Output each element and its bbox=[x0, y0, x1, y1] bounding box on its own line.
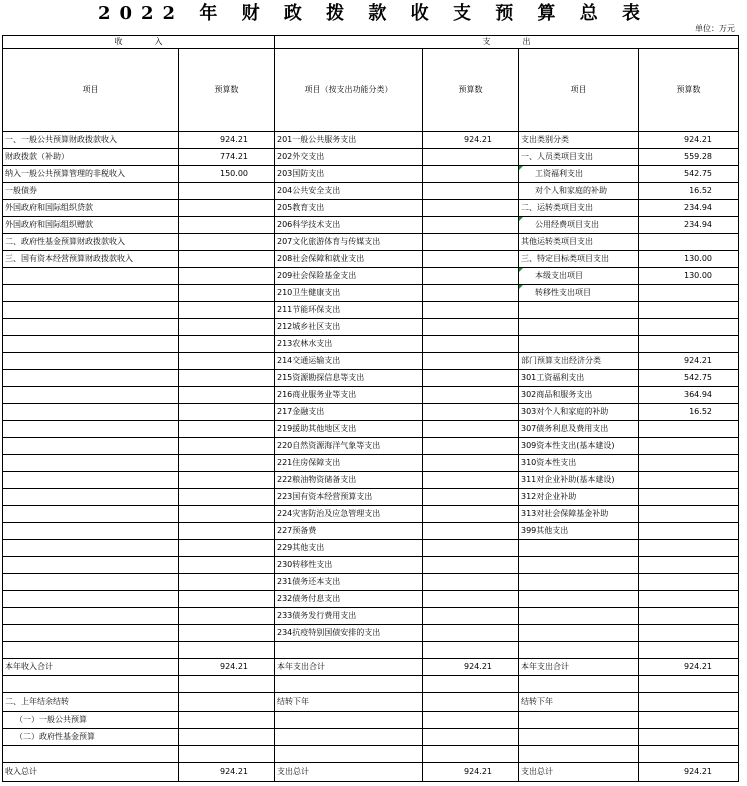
table-cell bbox=[179, 421, 275, 438]
table-cell: 210卫生健康支出 bbox=[275, 285, 423, 302]
table-cell bbox=[519, 746, 639, 763]
table-cell bbox=[639, 540, 739, 557]
col-expense-class-item: 项目 bbox=[519, 49, 639, 132]
table-cell: 201一般公共服务支出 bbox=[275, 132, 423, 149]
table-cell: 542.75 bbox=[639, 370, 739, 387]
table-cell bbox=[179, 353, 275, 370]
table-cell: 223国有资本经营预算支出 bbox=[275, 489, 423, 506]
table-row bbox=[3, 251, 739, 268]
table-cell bbox=[179, 676, 275, 693]
table-cell bbox=[3, 336, 179, 353]
table-cell bbox=[423, 712, 519, 729]
table-cell: 234.94 bbox=[639, 200, 739, 217]
table-cell bbox=[3, 404, 179, 421]
table-cell: 三、特定目标类项目支出 bbox=[519, 251, 639, 268]
table-cell: 支出总计 bbox=[275, 763, 423, 782]
table-cell: 364.94 bbox=[639, 387, 739, 404]
table-cell bbox=[423, 217, 519, 234]
table-row bbox=[3, 234, 739, 251]
table-cell bbox=[519, 302, 639, 319]
table-cell bbox=[179, 200, 275, 217]
table-cell: 227预备费 bbox=[275, 523, 423, 540]
table-cell bbox=[639, 319, 739, 336]
table-cell bbox=[423, 489, 519, 506]
table-cell bbox=[423, 574, 519, 591]
table-cell bbox=[423, 455, 519, 472]
table-cell bbox=[3, 591, 179, 608]
table-row bbox=[3, 200, 739, 217]
table-row bbox=[3, 268, 739, 285]
table-cell bbox=[639, 472, 739, 489]
table-cell: 230转移性支出 bbox=[275, 557, 423, 574]
table-cell bbox=[639, 234, 739, 251]
table-cell bbox=[179, 455, 275, 472]
table-cell bbox=[423, 591, 519, 608]
table-cell: 232债务付息支出 bbox=[275, 591, 423, 608]
table-cell bbox=[423, 353, 519, 370]
table-cell: 16.52 bbox=[639, 404, 739, 421]
table-cell bbox=[3, 285, 179, 302]
table-cell: 924.21 bbox=[179, 763, 275, 782]
table-cell: 542.75 bbox=[639, 166, 739, 183]
table-cell bbox=[519, 608, 639, 625]
table-cell bbox=[639, 506, 739, 523]
table-cell: 312对企业补助 bbox=[519, 489, 639, 506]
table-cell bbox=[3, 506, 179, 523]
table-cell: 219援助其他地区支出 bbox=[275, 421, 423, 438]
table-cell bbox=[3, 472, 179, 489]
table-cell bbox=[179, 319, 275, 336]
table-cell: 16.52 bbox=[639, 183, 739, 200]
table-cell bbox=[639, 302, 739, 319]
table-cell: 924.21 bbox=[423, 659, 519, 676]
table-cell: 313对社会保障基金补助 bbox=[519, 506, 639, 523]
table-cell: 301工资福利支出 bbox=[519, 370, 639, 387]
table-row bbox=[3, 574, 739, 591]
table-cell: 309资本性支出(基本建设) bbox=[519, 438, 639, 455]
table-cell bbox=[179, 217, 275, 234]
col-expense-class-budget: 预算数 bbox=[639, 49, 739, 132]
col-expense-func-budget: 预算数 bbox=[423, 49, 519, 132]
table-cell: 结转下年 bbox=[275, 693, 423, 712]
table-cell bbox=[639, 642, 739, 659]
table-cell bbox=[179, 540, 275, 557]
table-cell: 209社会保险基金支出 bbox=[275, 268, 423, 285]
table-cell: 774.21 bbox=[179, 149, 275, 166]
table-cell: 一、一般公共预算财政拨款收入 bbox=[3, 132, 179, 149]
table-cell bbox=[423, 472, 519, 489]
table-cell bbox=[639, 712, 739, 729]
table-cell: 转移性支出项目 bbox=[519, 285, 639, 302]
table-row bbox=[3, 217, 739, 234]
table-cell: 559.28 bbox=[639, 149, 739, 166]
table-cell: 924.21 bbox=[179, 659, 275, 676]
table-cell bbox=[423, 251, 519, 268]
table-cell bbox=[639, 676, 739, 693]
table-cell: 234.94 bbox=[639, 217, 739, 234]
table-cell: 924.21 bbox=[639, 763, 739, 782]
table-cell bbox=[3, 319, 179, 336]
table-row bbox=[3, 472, 739, 489]
table-cell bbox=[423, 302, 519, 319]
header-row-sections bbox=[3, 36, 739, 49]
table-cell bbox=[3, 642, 179, 659]
table-row bbox=[3, 642, 739, 659]
table-cell: 收入总计 bbox=[3, 763, 179, 782]
table-cell: （一）一般公共预算 bbox=[3, 712, 179, 729]
table-cell bbox=[639, 693, 739, 712]
table-cell: 924.21 bbox=[639, 659, 739, 676]
table-cell bbox=[639, 608, 739, 625]
table-cell bbox=[423, 625, 519, 642]
table-cell bbox=[423, 149, 519, 166]
table-cell bbox=[423, 506, 519, 523]
table-cell bbox=[179, 387, 275, 404]
table-cell bbox=[3, 489, 179, 506]
table-cell: 233债务发行费用支出 bbox=[275, 608, 423, 625]
table-cell: 205教育支出 bbox=[275, 200, 423, 217]
table-cell bbox=[179, 370, 275, 387]
table-row bbox=[3, 370, 739, 387]
table-cell bbox=[423, 200, 519, 217]
table-cell bbox=[423, 438, 519, 455]
table-cell bbox=[423, 285, 519, 302]
page-title: 2022 年 财 政 拨 款 收 支 预 算 总 表 bbox=[97, 3, 650, 24]
table-cell bbox=[639, 591, 739, 608]
table-cell bbox=[3, 387, 179, 404]
table-cell bbox=[519, 336, 639, 353]
table-cell: 924.21 bbox=[639, 132, 739, 149]
table-cell bbox=[179, 625, 275, 642]
table-row bbox=[3, 455, 739, 472]
table-cell bbox=[639, 729, 739, 746]
table-cell bbox=[3, 540, 179, 557]
table-cell: 216商业服务业等支出 bbox=[275, 387, 423, 404]
table-cell bbox=[423, 387, 519, 404]
table-cell: 三、国有资本经营预算财政拨款收入 bbox=[3, 251, 179, 268]
table-cell bbox=[519, 591, 639, 608]
table-cell: 303对个人和家庭的补助 bbox=[519, 404, 639, 421]
col-income-budget: 预算数 bbox=[179, 49, 275, 132]
table-cell bbox=[3, 370, 179, 387]
table-cell bbox=[179, 336, 275, 353]
table-cell bbox=[423, 676, 519, 693]
table-cell bbox=[179, 285, 275, 302]
table-cell: 231债务还本支出 bbox=[275, 574, 423, 591]
table-row bbox=[3, 693, 739, 712]
table-cell: 924.21 bbox=[423, 132, 519, 149]
table-cell bbox=[639, 336, 739, 353]
table-cell: 202外交支出 bbox=[275, 149, 423, 166]
table-cell: 220自然资源海洋气象等支出 bbox=[275, 438, 423, 455]
table-cell: 203国防支出 bbox=[275, 166, 423, 183]
table-cell bbox=[423, 166, 519, 183]
table-cell bbox=[423, 421, 519, 438]
table-cell: 211节能环保支出 bbox=[275, 302, 423, 319]
expense-header: 支 出 bbox=[275, 36, 739, 49]
table-cell: 130.00 bbox=[639, 251, 739, 268]
table-cell bbox=[3, 608, 179, 625]
table-cell bbox=[423, 404, 519, 421]
table-cell bbox=[639, 523, 739, 540]
table-cell bbox=[423, 319, 519, 336]
table-cell bbox=[275, 676, 423, 693]
table-cell bbox=[639, 746, 739, 763]
table-cell: 公用经费项目支出 bbox=[519, 217, 639, 234]
table-cell bbox=[179, 489, 275, 506]
table-cell bbox=[179, 302, 275, 319]
table-cell: 工资福利支出 bbox=[519, 166, 639, 183]
table-cell bbox=[639, 489, 739, 506]
table-cell: 本年支出合计 bbox=[275, 659, 423, 676]
table-cell: 924.21 bbox=[639, 353, 739, 370]
table-cell: 本级支出项目 bbox=[519, 268, 639, 285]
table-cell bbox=[179, 557, 275, 574]
table-cell bbox=[639, 421, 739, 438]
table-row bbox=[3, 729, 739, 746]
table-cell bbox=[519, 574, 639, 591]
table-cell bbox=[179, 608, 275, 625]
table-cell bbox=[179, 183, 275, 200]
table-cell bbox=[179, 506, 275, 523]
table-cell bbox=[179, 404, 275, 421]
table-row bbox=[3, 353, 739, 370]
table-cell bbox=[519, 625, 639, 642]
table-cell bbox=[3, 523, 179, 540]
table-cell: 其他运转类项目支出 bbox=[519, 234, 639, 251]
table-cell bbox=[639, 574, 739, 591]
table-cell bbox=[179, 642, 275, 659]
table-cell: 支出类别分类 bbox=[519, 132, 639, 149]
table-row bbox=[3, 132, 739, 149]
table-cell bbox=[519, 642, 639, 659]
table-cell bbox=[519, 729, 639, 746]
table-cell bbox=[179, 693, 275, 712]
table-cell bbox=[519, 540, 639, 557]
table-cell: 234抗疫特别国债安排的支出 bbox=[275, 625, 423, 642]
table-cell: 215资源勘探信息等支出 bbox=[275, 370, 423, 387]
table-cell: 一、人员类项目支出 bbox=[519, 149, 639, 166]
table-cell bbox=[423, 642, 519, 659]
table-cell bbox=[423, 746, 519, 763]
table-row bbox=[3, 404, 739, 421]
table-cell bbox=[423, 523, 519, 540]
table-cell: 150.00 bbox=[179, 166, 275, 183]
table-cell bbox=[423, 540, 519, 557]
table-cell bbox=[423, 336, 519, 353]
table-cell bbox=[179, 712, 275, 729]
table-row bbox=[3, 438, 739, 455]
table-row bbox=[3, 763, 739, 782]
table-cell bbox=[179, 472, 275, 489]
table-cell bbox=[275, 729, 423, 746]
table-cell bbox=[3, 574, 179, 591]
table-cell: 外国政府和国际组织贷款 bbox=[3, 200, 179, 217]
table-cell: 229其他支出 bbox=[275, 540, 423, 557]
table-cell bbox=[423, 268, 519, 285]
table-cell: 财政拨款（补助） bbox=[3, 149, 179, 166]
table-cell bbox=[423, 693, 519, 712]
table-row bbox=[3, 523, 739, 540]
table-cell: （二）政府性基金预算 bbox=[3, 729, 179, 746]
table-cell: 222粮油物资储备支出 bbox=[275, 472, 423, 489]
table-row bbox=[3, 166, 739, 183]
table-cell bbox=[179, 234, 275, 251]
table-cell: 130.00 bbox=[639, 268, 739, 285]
table-cell: 二、上年结余结转 bbox=[3, 693, 179, 712]
table-cell bbox=[423, 370, 519, 387]
table-cell bbox=[639, 625, 739, 642]
table-cell: 214交通运输支出 bbox=[275, 353, 423, 370]
table-cell bbox=[519, 676, 639, 693]
table-row bbox=[3, 387, 739, 404]
col-expense-func-item: 项目（按支出功能分类） bbox=[275, 49, 423, 132]
table-row bbox=[3, 659, 739, 676]
table-cell bbox=[639, 557, 739, 574]
table-row bbox=[3, 183, 739, 200]
table-cell bbox=[179, 268, 275, 285]
table-cell bbox=[3, 353, 179, 370]
table-cell bbox=[519, 557, 639, 574]
header-row-columns bbox=[3, 49, 739, 132]
table-cell bbox=[275, 746, 423, 763]
table-row bbox=[3, 285, 739, 302]
table-cell bbox=[519, 319, 639, 336]
table-cell: 支出总计 bbox=[519, 763, 639, 782]
table-cell bbox=[3, 302, 179, 319]
table-row bbox=[3, 421, 739, 438]
table-cell: 208社会保障和就业支出 bbox=[275, 251, 423, 268]
table-cell bbox=[639, 438, 739, 455]
table-row bbox=[3, 540, 739, 557]
table-cell: 310资本性支出 bbox=[519, 455, 639, 472]
table-cell bbox=[3, 676, 179, 693]
col-income-item: 项目 bbox=[3, 49, 179, 132]
table-cell: 部门预算支出经济分类 bbox=[519, 353, 639, 370]
table-cell: 204公共安全支出 bbox=[275, 183, 423, 200]
table-cell: 纳入一般公共预算管理的非税收入 bbox=[3, 166, 179, 183]
table-row bbox=[3, 489, 739, 506]
table-cell bbox=[3, 625, 179, 642]
table-cell bbox=[179, 523, 275, 540]
table-cell bbox=[423, 557, 519, 574]
table-cell bbox=[179, 746, 275, 763]
table-cell bbox=[639, 285, 739, 302]
table-cell: 结转下年 bbox=[519, 693, 639, 712]
table-row bbox=[3, 746, 739, 763]
table-cell bbox=[423, 608, 519, 625]
table-cell: 二、运转类项目支出 bbox=[519, 200, 639, 217]
table-cell bbox=[179, 591, 275, 608]
table-cell: 一般债券 bbox=[3, 183, 179, 200]
table-cell bbox=[3, 746, 179, 763]
table-cell: 224灾害防治及应急管理支出 bbox=[275, 506, 423, 523]
table-cell: 217金融支出 bbox=[275, 404, 423, 421]
table-cell: 221住房保障支出 bbox=[275, 455, 423, 472]
table-cell bbox=[3, 438, 179, 455]
table-cell bbox=[423, 234, 519, 251]
table-row bbox=[3, 712, 739, 729]
table-cell bbox=[3, 455, 179, 472]
table-cell bbox=[179, 251, 275, 268]
table-cell: 213农林水支出 bbox=[275, 336, 423, 353]
table-cell: 302商品和服务支出 bbox=[519, 387, 639, 404]
table-row bbox=[3, 302, 739, 319]
table-cell bbox=[423, 729, 519, 746]
table-cell bbox=[179, 729, 275, 746]
table-row bbox=[3, 506, 739, 523]
table-cell bbox=[179, 574, 275, 591]
table-cell bbox=[179, 438, 275, 455]
table-cell bbox=[519, 712, 639, 729]
table-cell: 311对企业补助(基本建设) bbox=[519, 472, 639, 489]
table-cell: 本年收入合计 bbox=[3, 659, 179, 676]
table-cell bbox=[639, 455, 739, 472]
table-row bbox=[3, 557, 739, 574]
table-cell: 对个人和家庭的补助 bbox=[519, 183, 639, 200]
table-cell bbox=[3, 268, 179, 285]
table-cell: 二、政府性基金预算财政拨款收入 bbox=[3, 234, 179, 251]
table-cell bbox=[423, 183, 519, 200]
table-cell: 206科学技术支出 bbox=[275, 217, 423, 234]
table-cell bbox=[275, 642, 423, 659]
table-cell: 本年支出合计 bbox=[519, 659, 639, 676]
table-cell: 924.21 bbox=[179, 132, 275, 149]
budget-table bbox=[2, 35, 739, 782]
income-header: 收 入 bbox=[3, 36, 275, 49]
table-cell bbox=[3, 557, 179, 574]
table-row bbox=[3, 591, 739, 608]
table-row bbox=[3, 336, 739, 353]
table-row bbox=[3, 676, 739, 693]
table-cell bbox=[275, 712, 423, 729]
table-cell bbox=[3, 421, 179, 438]
table-row bbox=[3, 149, 739, 166]
table-cell: 924.21 bbox=[423, 763, 519, 782]
table-row bbox=[3, 625, 739, 642]
table-cell: 399其他支出 bbox=[519, 523, 639, 540]
table-row bbox=[3, 608, 739, 625]
unit-label: 单位：万元 bbox=[695, 24, 735, 33]
table-cell: 307债务利息及费用支出 bbox=[519, 421, 639, 438]
table-cell: 207文化旅游体育与传媒支出 bbox=[275, 234, 423, 251]
table-cell: 外国政府和国际组织赠款 bbox=[3, 217, 179, 234]
table-cell: 212城乡社区支出 bbox=[275, 319, 423, 336]
table-row bbox=[3, 319, 739, 336]
